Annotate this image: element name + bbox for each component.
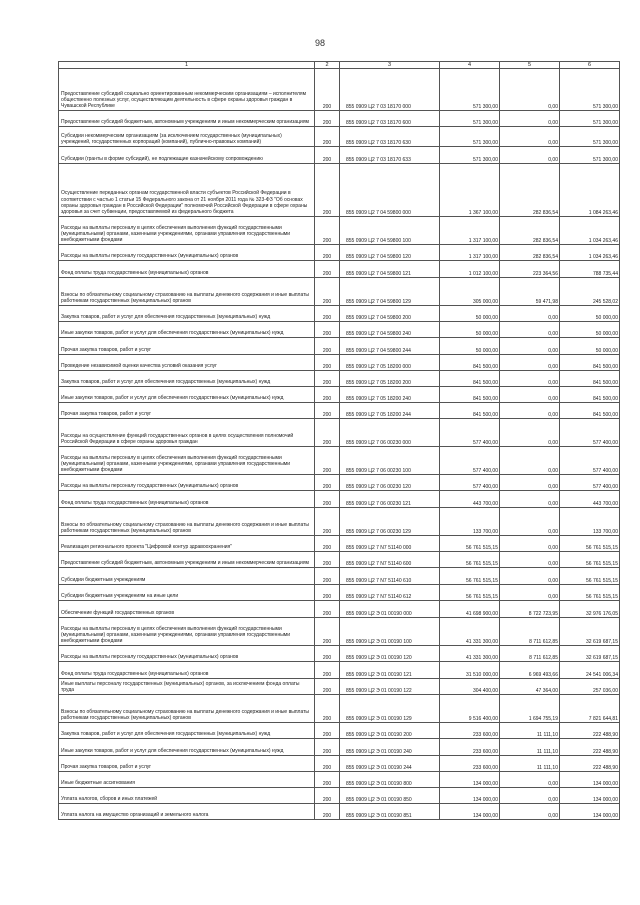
- row-line-code: 200: [315, 371, 340, 387]
- row-executed: 0,00: [500, 447, 560, 475]
- row-executed: 0,00: [500, 371, 560, 387]
- row-remaining: 841 500,00: [560, 403, 620, 419]
- row-approved: 304 400,00: [440, 679, 500, 695]
- row-remaining: 577 400,00: [560, 475, 620, 491]
- row-budget-code: 855 0909 Ц2 7 04 59800 000: [340, 164, 440, 217]
- row-name: Осуществление переданных органам государственной власти субъектов Российской Федерации в соответствии с частью 1 статьи 15 Федерального закона от 21 ноября 2011 года № 323-ФЗ "Об основах охраны здоровья граждан в Российской Федерации" полномочий Российской Федерации в сфере охраны здоровья за счет субвенции, предоставляемой из федерального бюджета: [59, 164, 315, 217]
- table-row: [59, 618, 620, 646]
- row-approved: 233 600,00: [440, 739, 500, 756]
- row-remaining: 50 000,00: [560, 306, 620, 322]
- row-executed: 47 364,00: [500, 679, 560, 695]
- row-remaining: 222 488,90: [560, 723, 620, 739]
- row-name: Обеспечение функций государственных органов: [59, 601, 315, 618]
- row-approved: 56 761 515,15: [440, 585, 500, 601]
- row-budget-code: 855 0909 Ц2 Э 01 00190 244: [340, 756, 440, 772]
- row-budget-code: 855 0909 Ц2 7 06 00230 121: [340, 491, 440, 508]
- row-budget-code: 855 0909 Ц2 7 06 00230 120: [340, 475, 440, 491]
- row-executed: 0,00: [500, 322, 560, 338]
- row-line-code: 200: [315, 111, 340, 127]
- table-row: [59, 804, 620, 820]
- row-name: Взносы по обязательному социальному страхованию на выплаты денежного содержания и иные выплаты работникам государственных (муниципальных) органов: [59, 278, 315, 306]
- row-name: Расходы на выплаты персоналу государственных (муниципальных) органов: [59, 245, 315, 261]
- row-line-code: 200: [315, 147, 340, 164]
- row-name: Иные закупки товаров, работ и услуг для обеспечения государственных (муниципальных) нужд: [59, 739, 315, 756]
- row-remaining: 257 036,00: [560, 679, 620, 695]
- row-executed: 0,00: [500, 536, 560, 552]
- row-approved: 50 000,00: [440, 322, 500, 338]
- row-approved: 50 000,00: [440, 338, 500, 355]
- table-row: [59, 723, 620, 739]
- row-approved: 9 516 400,00: [440, 695, 500, 723]
- row-budget-code: 855 0909 Ц2 7 05 18200 000: [340, 355, 440, 371]
- row-name: Предоставление субсидий бюджетным, автономным учреждениям и иным некоммерческим организациям: [59, 111, 315, 127]
- row-budget-code: 855 0909 Ц2 Э 01 00190 129: [340, 695, 440, 723]
- row-name: Иные закупки товаров, работ и услуг для обеспечения государственных (муниципальных) нужд: [59, 387, 315, 403]
- table-row: [59, 164, 620, 217]
- row-name: Расходы на выплаты персоналу государственных (муниципальных) органов: [59, 646, 315, 662]
- row-approved: 571 300,00: [440, 127, 500, 147]
- row-remaining: 841 500,00: [560, 387, 620, 403]
- column-header: 2: [315, 62, 340, 69]
- row-approved: 134 000,00: [440, 788, 500, 804]
- row-budget-code: 855 0909 Ц2 Э 01 00190 200: [340, 723, 440, 739]
- row-line-code: 200: [315, 491, 340, 508]
- row-executed: 0,00: [500, 338, 560, 355]
- row-executed: 0,00: [500, 568, 560, 585]
- table-row: [59, 552, 620, 568]
- column-header: 5: [500, 62, 560, 69]
- column-header: 3: [340, 62, 440, 69]
- row-approved: 41 331 300,00: [440, 646, 500, 662]
- row-budget-code: 855 0909 Ц2 7 04 59800 129: [340, 278, 440, 306]
- row-remaining: 841 500,00: [560, 371, 620, 387]
- column-header: 6: [560, 62, 620, 69]
- row-budget-code: 855 0909 Ц2 7 03 18170 000: [340, 69, 440, 111]
- row-remaining: 841 500,00: [560, 355, 620, 371]
- budget-table: [58, 61, 620, 820]
- row-name: Закупка товаров, работ и услуг для обеспечения государственных (муниципальных) нужд: [59, 723, 315, 739]
- row-budget-code: 855 0909 Ц2 7 04 59800 244: [340, 338, 440, 355]
- row-remaining: 571 300,00: [560, 147, 620, 164]
- row-budget-code: 855 0909 Ц2 7 03 18170 600: [340, 111, 440, 127]
- row-line-code: 200: [315, 508, 340, 536]
- row-name: Расходы на выплаты персоналу в целях обеспечения выполнения функций государственными (муниципальными) органами, казенными учреждениями, органами управления государственными внебюджетными фондами: [59, 447, 315, 475]
- row-approved: 41 331 300,00: [440, 618, 500, 646]
- row-executed: 0,00: [500, 508, 560, 536]
- row-executed: 0,00: [500, 306, 560, 322]
- table-row: [59, 491, 620, 508]
- row-remaining: 571 300,00: [560, 127, 620, 147]
- row-approved: 577 400,00: [440, 475, 500, 491]
- row-remaining: 1 034 263,46: [560, 217, 620, 245]
- row-executed: 8 711 612,85: [500, 618, 560, 646]
- row-line-code: 200: [315, 278, 340, 306]
- row-approved: 56 761 515,15: [440, 552, 500, 568]
- row-executed: 59 471,98: [500, 278, 560, 306]
- table-row: [59, 371, 620, 387]
- table-row: [59, 756, 620, 772]
- row-line-code: 200: [315, 739, 340, 756]
- row-name: Прочая закупка товаров, работ и услуг: [59, 338, 315, 355]
- row-budget-code: 855 0909 Ц2 7 05 18200 244: [340, 403, 440, 419]
- row-executed: 282 836,54: [500, 164, 560, 217]
- row-line-code: 200: [315, 695, 340, 723]
- row-approved: 1 317 100,00: [440, 217, 500, 245]
- row-executed: 0,00: [500, 491, 560, 508]
- row-line-code: 200: [315, 217, 340, 245]
- row-approved: 233 600,00: [440, 756, 500, 772]
- row-executed: 0,00: [500, 788, 560, 804]
- row-executed: 0,00: [500, 127, 560, 147]
- row-name: Прочая закупка товаров, работ и услуг: [59, 756, 315, 772]
- row-executed: 1 694 755,19: [500, 695, 560, 723]
- row-name: Фонд оплаты труда государственных (муниципальных) органов: [59, 662, 315, 679]
- row-line-code: 200: [315, 772, 340, 788]
- row-remaining: 1 034 263,46: [560, 245, 620, 261]
- row-name: Взносы по обязательному социальному страхованию на выплаты денежного содержания и иные выплаты работникам государственных (муниципальных) органов: [59, 508, 315, 536]
- row-approved: 133 700,00: [440, 508, 500, 536]
- row-budget-code: 855 0909 Ц2 7 06 00230 100: [340, 447, 440, 475]
- row-remaining: 134 000,00: [560, 804, 620, 820]
- row-executed: 0,00: [500, 111, 560, 127]
- row-approved: 1 317 100,00: [440, 245, 500, 261]
- row-budget-code: 855 0909 Ц2 Э 01 00190 120: [340, 646, 440, 662]
- row-line-code: 200: [315, 618, 340, 646]
- row-line-code: 200: [315, 261, 340, 278]
- table-row: [59, 788, 620, 804]
- row-executed: 0,00: [500, 419, 560, 447]
- row-name: Проведение независимой оценки качества условий оказания услуг: [59, 355, 315, 371]
- row-approved: 571 300,00: [440, 69, 500, 111]
- row-line-code: 200: [315, 69, 340, 111]
- row-name: Расходы на выплаты персоналу в целях обеспечения выполнения функций государственными (муниципальными) органами, казенными учреждениями, органами управления государственными внебюджетными фондами: [59, 618, 315, 646]
- row-budget-code: 855 0909 Ц2 7 04 59800 240: [340, 322, 440, 338]
- row-remaining: 24 541 006,34: [560, 662, 620, 679]
- row-approved: 41 698 900,00: [440, 601, 500, 618]
- row-budget-code: 855 0909 Ц2 7 05 18200 240: [340, 387, 440, 403]
- row-budget-code: 855 0909 Ц2 7 N7 51140 000: [340, 536, 440, 552]
- row-approved: 56 761 515,15: [440, 568, 500, 585]
- row-budget-code: 855 0909 Ц2 Э 01 00190 000: [340, 601, 440, 618]
- row-approved: 1 012 100,00: [440, 261, 500, 278]
- row-approved: 571 300,00: [440, 111, 500, 127]
- row-approved: 134 000,00: [440, 772, 500, 788]
- row-name: Уплата налога на имущество организаций и земельного налога: [59, 804, 315, 820]
- table-row: [59, 585, 620, 601]
- row-budget-code: 855 0909 Ц2 7 05 18200 200: [340, 371, 440, 387]
- row-name: Субсидии (гранты в форме субсидий), не подлежащие казначейскому сопровождению: [59, 147, 315, 164]
- row-remaining: 245 528,02: [560, 278, 620, 306]
- row-executed: 282 836,54: [500, 245, 560, 261]
- table-row: [59, 338, 620, 355]
- row-budget-code: 855 0909 Ц2 7 04 59800 121: [340, 261, 440, 278]
- row-name: Закупка товаров, работ и услуг для обеспечения государственных (муниципальных) нужд: [59, 371, 315, 387]
- row-executed: 0,00: [500, 552, 560, 568]
- row-budget-code: 855 0909 Ц2 7 04 59800 100: [340, 217, 440, 245]
- row-remaining: 32 619 687,15: [560, 618, 620, 646]
- row-budget-code: 855 0909 Ц2 7 04 59800 120: [340, 245, 440, 261]
- row-budget-code: 855 0909 Ц2 7 04 59800 200: [340, 306, 440, 322]
- row-remaining: 56 761 515,15: [560, 536, 620, 552]
- row-remaining: 443 700,00: [560, 491, 620, 508]
- row-name: Расходы на осуществление функций государственных органов в целях осуществления полномочий Российской Федерации в сфере охраны здоровья граждан: [59, 419, 315, 447]
- table-row: [59, 278, 620, 306]
- table-row: [59, 217, 620, 245]
- row-approved: 1 367 100,00: [440, 164, 500, 217]
- row-line-code: 200: [315, 662, 340, 679]
- row-remaining: 788 735,44: [560, 261, 620, 278]
- row-approved: 305 000,00: [440, 278, 500, 306]
- row-approved: 31 510 000,00: [440, 662, 500, 679]
- table-row: [59, 536, 620, 552]
- table-row: [59, 475, 620, 491]
- table-row: [59, 447, 620, 475]
- row-approved: 841 500,00: [440, 355, 500, 371]
- row-line-code: 200: [315, 245, 340, 261]
- table-row: [59, 355, 620, 371]
- row-line-code: 200: [315, 804, 340, 820]
- table-row: [59, 419, 620, 447]
- row-name: Иные закупки товаров, работ и услуг для обеспечения государственных (муниципальных) нужд: [59, 322, 315, 338]
- row-name: Взносы по обязательному социальному страхованию на выплаты денежного содержания и иные выплаты работникам государственных (муниципальных) органов: [59, 695, 315, 723]
- row-line-code: 200: [315, 788, 340, 804]
- row-line-code: 200: [315, 387, 340, 403]
- row-line-code: 200: [315, 756, 340, 772]
- row-name: Иные бюджетные ассигнования: [59, 772, 315, 788]
- table-row: [59, 306, 620, 322]
- row-name: Предоставление субсидий социально ориентированным некоммерческим организациям – исполнителям общественно полезных услуг, осуществляющим деятельность в сфере охраны здоровья граждан в Чувашской Республике: [59, 69, 315, 111]
- row-executed: 0,00: [500, 804, 560, 820]
- row-line-code: 200: [315, 306, 340, 322]
- row-executed: 8 722 723,95: [500, 601, 560, 618]
- row-line-code: 200: [315, 475, 340, 491]
- row-remaining: 222 488,90: [560, 739, 620, 756]
- table-row: [59, 679, 620, 695]
- row-approved: 443 700,00: [440, 491, 500, 508]
- row-remaining: 56 761 515,15: [560, 568, 620, 585]
- table-row: [59, 387, 620, 403]
- table-row: [59, 69, 620, 111]
- row-budget-code: 855 0909 Ц2 7 N7 51140 600: [340, 552, 440, 568]
- row-budget-code: 855 0909 Ц2 7 03 18170 630: [340, 127, 440, 147]
- page-number: 98: [314, 38, 325, 48]
- table-row: [59, 111, 620, 127]
- row-remaining: 571 300,00: [560, 69, 620, 111]
- row-approved: 134 000,00: [440, 804, 500, 820]
- row-approved: 841 500,00: [440, 387, 500, 403]
- row-remaining: 1 084 263,46: [560, 164, 620, 217]
- row-executed: 0,00: [500, 387, 560, 403]
- row-line-code: 200: [315, 447, 340, 475]
- table-row: [59, 772, 620, 788]
- row-executed: 0,00: [500, 147, 560, 164]
- row-name: Реализация регионального проекта "Цифровой контур здравоохранения": [59, 536, 315, 552]
- row-approved: 571 300,00: [440, 147, 500, 164]
- row-remaining: 222 488,90: [560, 756, 620, 772]
- row-approved: 577 400,00: [440, 447, 500, 475]
- row-name: Субсидии некоммерческим организациям (за исключением государственных (муниципальных) учреждений, государственных корпораций (компаний), публично-правовых компаний): [59, 127, 315, 147]
- row-line-code: 200: [315, 723, 340, 739]
- row-name: Уплата налогов, сборов и иных платежей: [59, 788, 315, 804]
- row-line-code: 200: [315, 355, 340, 371]
- row-line-code: 200: [315, 322, 340, 338]
- row-remaining: 577 400,00: [560, 419, 620, 447]
- table-row: [59, 601, 620, 618]
- row-remaining: 571 300,00: [560, 111, 620, 127]
- row-executed: 0,00: [500, 772, 560, 788]
- row-budget-code: 855 0909 Ц2 7 06 00230 000: [340, 419, 440, 447]
- row-remaining: 56 761 515,15: [560, 552, 620, 568]
- row-name: Закупка товаров, работ и услуг для обеспечения государственных (муниципальных) нужд: [59, 306, 315, 322]
- table-row: [59, 403, 620, 419]
- row-remaining: 577 400,00: [560, 447, 620, 475]
- row-line-code: 200: [315, 585, 340, 601]
- row-approved: 56 761 515,15: [440, 536, 500, 552]
- table-row: [59, 245, 620, 261]
- table-row: [59, 261, 620, 278]
- row-budget-code: 855 0909 Ц2 Э 01 00190 850: [340, 788, 440, 804]
- table-row: [59, 568, 620, 585]
- row-name: Расходы на выплаты персоналу в целях обеспечения выполнения функций государственными (муниципальными) органами, казенными учреждениями, органами управления государственными внебюджетными фондами: [59, 217, 315, 245]
- row-line-code: 200: [315, 164, 340, 217]
- row-remaining: 134 000,00: [560, 788, 620, 804]
- table-row: [59, 662, 620, 679]
- row-executed: 0,00: [500, 585, 560, 601]
- row-budget-code: 855 0909 Ц2 Э 01 00190 122: [340, 679, 440, 695]
- row-remaining: 50 000,00: [560, 338, 620, 355]
- table-row: [59, 508, 620, 536]
- row-line-code: 200: [315, 646, 340, 662]
- row-executed: 6 969 493,66: [500, 662, 560, 679]
- table-header-row: [59, 62, 620, 69]
- row-name: Фонд оплаты труда государственных (муниципальных) органов: [59, 261, 315, 278]
- table-row: [59, 646, 620, 662]
- row-name: Расходы на выплаты персоналу государственных (муниципальных) органов: [59, 475, 315, 491]
- row-remaining: 134 000,00: [560, 772, 620, 788]
- row-budget-code: 855 0909 Ц2 Э 01 00190 851: [340, 804, 440, 820]
- column-header: 4: [440, 62, 500, 69]
- row-remaining: 32 976 176,05: [560, 601, 620, 618]
- row-executed: 11 111,10: [500, 756, 560, 772]
- row-budget-code: 855 0909 Ц2 7 06 00230 129: [340, 508, 440, 536]
- row-remaining: 32 619 687,15: [560, 646, 620, 662]
- row-executed: 282 836,54: [500, 217, 560, 245]
- row-name: Предоставление субсидий бюджетным, автономным учреждениям и иным некоммерческим организациям: [59, 552, 315, 568]
- row-line-code: 200: [315, 419, 340, 447]
- row-budget-code: 855 0909 Ц2 Э 01 00190 800: [340, 772, 440, 788]
- row-executed: 223 364,56: [500, 261, 560, 278]
- row-approved: 50 000,00: [440, 306, 500, 322]
- row-remaining: 56 761 515,15: [560, 585, 620, 601]
- row-line-code: 200: [315, 679, 340, 695]
- table-row: [59, 695, 620, 723]
- row-name: Субсидии бюджетным учреждениям на иные цели: [59, 585, 315, 601]
- table-row: [59, 127, 620, 147]
- row-line-code: 200: [315, 403, 340, 419]
- row-remaining: 7 821 644,81: [560, 695, 620, 723]
- row-executed: 0,00: [500, 69, 560, 111]
- row-executed: 0,00: [500, 403, 560, 419]
- row-line-code: 200: [315, 536, 340, 552]
- row-approved: 233 600,00: [440, 723, 500, 739]
- row-approved: 841 500,00: [440, 371, 500, 387]
- row-budget-code: 855 0909 Ц2 Э 01 00190 240: [340, 739, 440, 756]
- row-executed: 11 111,10: [500, 739, 560, 756]
- row-line-code: 200: [315, 127, 340, 147]
- row-budget-code: 855 0909 Ц2 Э 01 00190 100: [340, 618, 440, 646]
- row-remaining: 133 700,00: [560, 508, 620, 536]
- row-executed: 0,00: [500, 355, 560, 371]
- row-name: Субсидии бюджетным учреждениям: [59, 568, 315, 585]
- row-approved: 841 500,00: [440, 403, 500, 419]
- row-name: Прочая закупка товаров, работ и услуг: [59, 403, 315, 419]
- row-budget-code: 855 0909 Ц2 7 N7 51140 610: [340, 568, 440, 585]
- row-line-code: 200: [315, 338, 340, 355]
- row-approved: 577 400,00: [440, 419, 500, 447]
- row-executed: 0,00: [500, 475, 560, 491]
- row-name: Фонд оплаты труда государственных (муниципальных) органов: [59, 491, 315, 508]
- column-header: 1: [59, 62, 315, 69]
- row-budget-code: 855 0909 Ц2 Э 01 00190 121: [340, 662, 440, 679]
- table-row: [59, 322, 620, 338]
- row-line-code: 200: [315, 568, 340, 585]
- row-executed: 8 711 612,85: [500, 646, 560, 662]
- row-executed: 11 111,10: [500, 723, 560, 739]
- row-budget-code: 855 0909 Ц2 7 03 18170 633: [340, 147, 440, 164]
- table-row: [59, 147, 620, 164]
- row-line-code: 200: [315, 552, 340, 568]
- row-budget-code: 855 0909 Ц2 7 N7 51140 612: [340, 585, 440, 601]
- row-line-code: 200: [315, 601, 340, 618]
- row-name: Иные выплаты персоналу государственных (муниципальных) органов, за исключением фонда оплаты труда: [59, 679, 315, 695]
- row-remaining: 50 000,00: [560, 322, 620, 338]
- table-row: [59, 739, 620, 756]
